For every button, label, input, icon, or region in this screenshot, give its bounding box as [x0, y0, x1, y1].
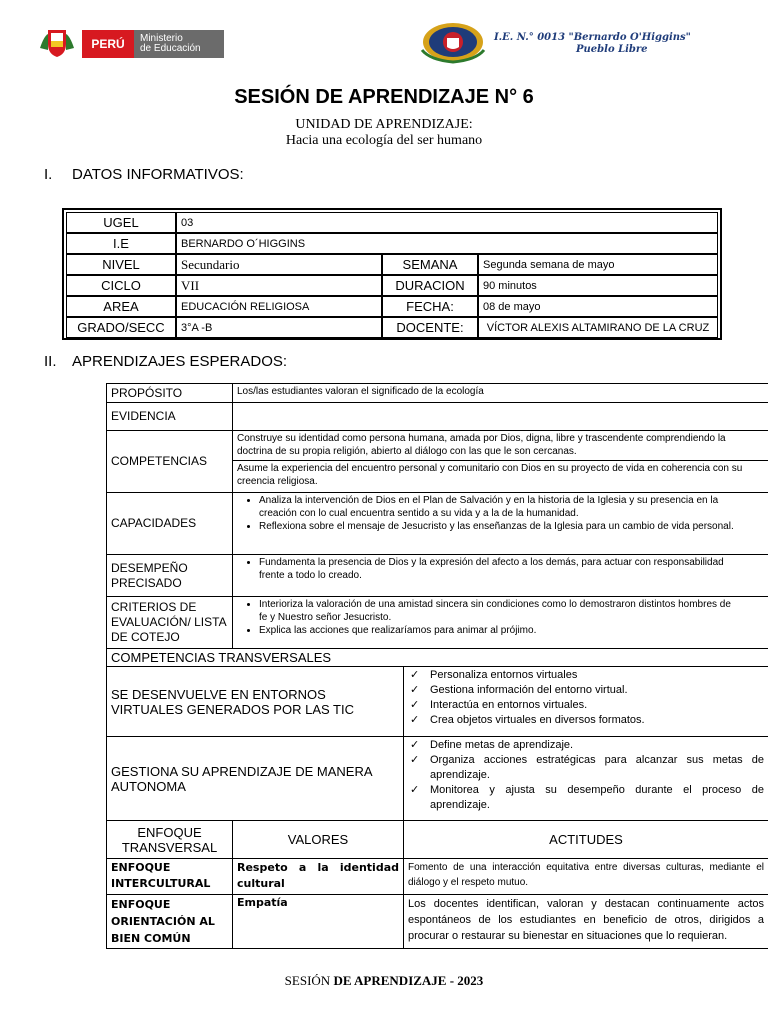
enfoque-bien-comun: ENFOQUE ORIENTACIÓN AL BIEN COMÚN — [107, 895, 233, 949]
autonoma-item: ✓ Monitorea y ajusta su desempeño durante el proceso de aprendizaje. — [430, 783, 764, 813]
ciclo-value: VII — [176, 275, 382, 296]
duracion-label: DURACION — [382, 275, 478, 296]
grado-value: 3°A -B — [176, 317, 382, 338]
actitudes-column-header: ACTITUDES — [404, 821, 768, 859]
tic-item: ✓ Personaliza entornos virtuales — [430, 668, 764, 683]
school-crest-icon — [420, 20, 486, 64]
ministry-logo: Ministerio de Educación — [134, 30, 224, 58]
valor-intercultural: Respeto a la identidad cultural — [233, 859, 404, 895]
competencia-2: Asume la experiencia del encuentro personal y comunitario con Dios en su proyecto de vida en coherencia con su creencia religiosa. — [233, 461, 768, 493]
peru-coat-of-arms-icon — [38, 28, 76, 58]
capacidades-list — [233, 493, 768, 555]
ugel-label: UGEL — [66, 212, 176, 233]
docente-value: VÍCTOR ALEXIS ALTAMIRANO DE LA CRUZ — [478, 317, 718, 338]
page-footer: SESIÓN DE APRENDIZAJE - 2023 — [284, 973, 484, 988]
autonoma-list — [404, 737, 768, 821]
docente-label: DOCENTE: — [382, 317, 478, 338]
tic-competence: SE DESENVUELVE EN ENTORNOS VIRTUALES GENERADOS POR LAS TIC — [107, 667, 404, 737]
capacidad-1: • Analiza la intervención de Dios en el Plan de Salvación y en la historia de la Iglesia y su presencia en la creación con lo cual encuentra sentido a su vida y a la de la humanidad. — [259, 494, 764, 520]
tic-list — [404, 667, 768, 737]
fecha-label: FECHA: — [382, 296, 478, 317]
autonoma-competence: GESTIONA SU APRENDIZAJE DE MANERA AUTONOMA — [107, 737, 404, 821]
criterios-label: CRITERIOS DE EVALUACIÓN/ LISTA DE COTEJO — [107, 597, 233, 649]
tic-item: ✓ Crea objetos virtuales en diversos formatos. — [430, 713, 764, 728]
aprendizajes-table — [106, 383, 768, 949]
autonoma-item: ✓ Organiza acciones estratégicas para alcanzar sus metas de aprendizaje. — [430, 753, 764, 783]
section-heading-datos: I. DATOS INFORMATIVOS: — [44, 166, 244, 183]
section-heading-aprendizajes: II. APRENDIZAJES ESPERADOS: — [44, 353, 288, 370]
datos-informativos-table — [62, 208, 722, 340]
criterio-1: • Interioriza la valoración de una amistad sincera sin condiciones como lo demostraron distintos hombres de fe y Nuestro señor Jesucristo. — [259, 598, 764, 624]
ie-value: BERNARDO O´HIGGINS — [176, 233, 718, 254]
grado-label: GRADO/SECC — [66, 317, 176, 338]
capacidad-2: • Reflexiona sobre el mensaje de Jesucristo y las enseñanzas de la Iglesia para un cambio de vida personal. — [259, 520, 764, 533]
ie-label: I.E — [66, 233, 176, 254]
semana-value: Segunda semana de mayo — [478, 254, 718, 275]
tic-item: ✓ Gestiona información del entorno virtual. — [430, 683, 764, 698]
duracion-value: 90 minutos — [478, 275, 718, 296]
competencias-label: COMPETENCIAS — [107, 431, 233, 493]
autonoma-item: ✓ Define metas de aprendizaje. — [430, 738, 764, 753]
enfoque-column-header: ENFOQUE TRANSVERSAL — [107, 821, 233, 859]
school-name: I.E. N.° 0013 "Bernardo O'Higgins" Pueblo Libre — [494, 32, 691, 55]
actitud-bien-comun: Los docentes identifican, valoran y destacan continuamente actos espontáneos de los estudiantes en beneficio de otros, dirigidos a procurar o restaurar su bienestar en situaciones que lo requieran. — [404, 895, 768, 949]
unit-heading: UNIDAD DE APRENDIZAJE: Hacia una ecología del ser humano — [285, 117, 483, 148]
valor-bien-comun: Empatía — [233, 895, 404, 949]
competencia-1: Construye su identidad como persona humana, amada por Dios, digna, libre y trascendente comprendiendo la doctrina de su propia religión, abierto al diálogo con las que le son cercanas. — [233, 431, 768, 461]
area-value: EDUCACIÓN RELIGIOSA — [176, 296, 382, 317]
valores-column-header: VALORES — [233, 821, 404, 859]
nivel-value: Secundario — [176, 254, 382, 275]
peru-logo: PERÚ — [82, 30, 134, 58]
tic-item: ✓ Interactúa en entornos virtuales. — [430, 698, 764, 713]
ciclo-label: CICLO — [66, 275, 176, 296]
nivel-label: NIVEL — [66, 254, 176, 275]
desempeno-label: DESEMPEÑO PRECISADO — [107, 555, 233, 597]
proposito-label: PROPÓSITO — [107, 384, 233, 403]
evidencia-label: EVIDENCIA — [107, 403, 233, 431]
area-label: AREA — [66, 296, 176, 317]
semana-label: SEMANA — [382, 254, 478, 275]
enfoque-intercultural: ENFOQUE INTERCULTURAL — [107, 859, 233, 895]
actitud-intercultural: Fomento de una interacción equitativa entre diversas culturas, mediante el diálogo y el respeto mutuo. — [404, 859, 768, 895]
evidencia-value — [233, 403, 768, 431]
capacidades-label: CAPACIDADES — [107, 493, 233, 555]
transversales-heading: COMPETENCIAS TRANSVERSALES — [107, 649, 768, 667]
criterios-list — [233, 597, 768, 649]
fecha-value: 08 de mayo — [478, 296, 718, 317]
proposito-value: Los/las estudiantes valoran el significado de la ecología — [233, 384, 768, 403]
ugel-value: 03 — [176, 212, 718, 233]
desempeno-value: • Fundamenta la presencia de Dios y la expresión del afecto a los demás, para actuar con responsabilidad frente a todo lo creado. — [233, 555, 768, 597]
criterio-2: • Explica las acciones que realizaríamos para animar al prójimo. — [259, 624, 764, 637]
page-title: SESIÓN DE APRENDIZAJE N° 6 — [234, 86, 534, 108]
